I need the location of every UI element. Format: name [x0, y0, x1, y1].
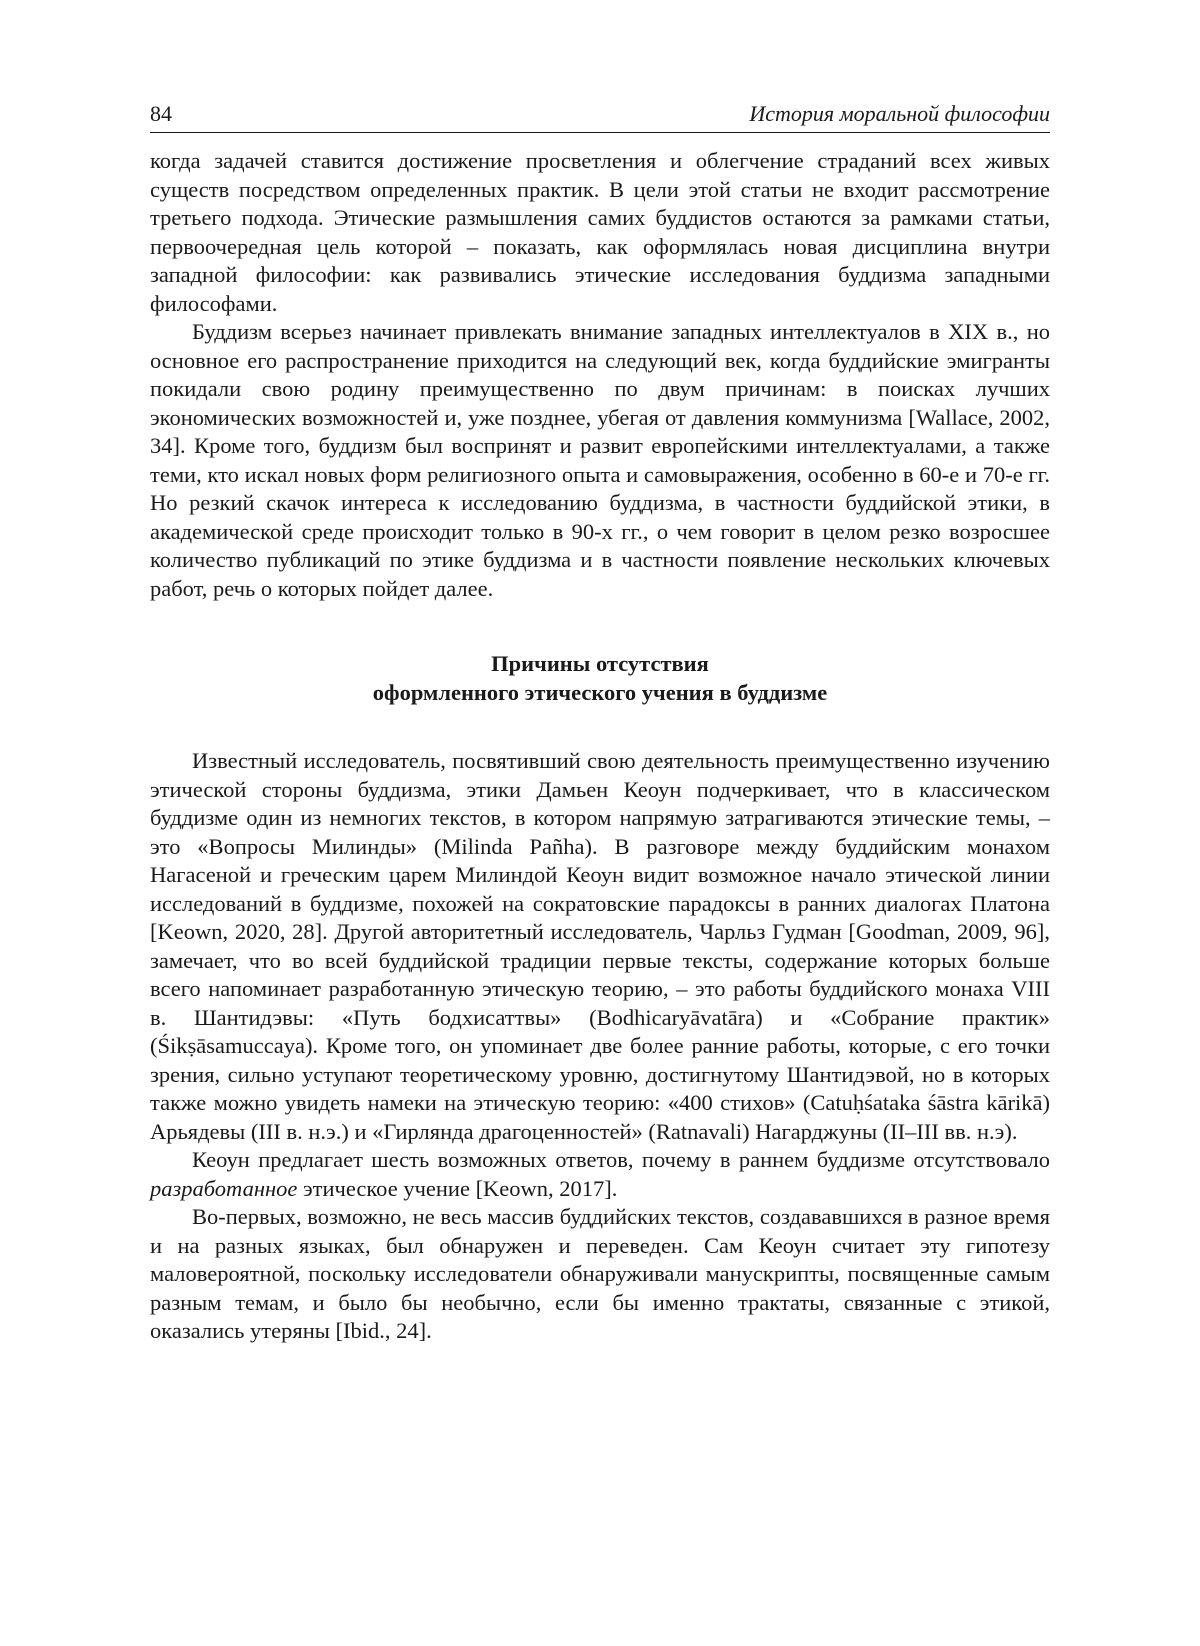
section-heading-line2: оформленного этического учения в буддизме	[372, 680, 828, 705]
section-heading	[150, 649, 1050, 707]
paragraph-six-answers-text: Кеоун предлагает шесть возможных ответов, почему в раннем буддизме отсутствовало	[192, 1147, 1050, 1172]
book-page	[150, 100, 1050, 1346]
paragraph-six-answers	[150, 1146, 1050, 1203]
running-head	[150, 100, 1050, 133]
paragraph-keown-milinda: Известный исследователь, посвятивший свою деятельность преимущественно изучению этической стороны буддизма, этики Дамьен Кеоун подчеркивает, что в классическом буддизме один из немногих текстов, в котором напрямую затрагиваются этические темы, – это «Вопросы Милинды» (Milinda Pañha). В разговоре между буддийским монахом Нагасеной и греческим царем Милиндой Кеоун видит возможное начало этической линии исследований в буддизме, похожей на сократовские парадоксы в ранних диалогах Платона [Keown, 2020, 28]. Другой авторитетный исследователь, Чарльз Гудман [Goodman, 2009, 96], замечает, что во всей буддийской традиции первые тексты, содержание которых больше всего напоминает разработанную этическую теорию, – это работы буддийского монаха VIII в. Шантидэвы: «Путь бодхисаттвы» (Bodhicaryāvatāra) и «Собрание практик» (Śikṣāsamuccaya). Кроме того, он упоминает две более ранние работы, которые, с его точки зрения, сильно уступают теоретическому уровню, достигнутому Шантидэвой, но в которых также можно увидеть намеки на этическую теорию: «400 стихов» (Catuḥśataka śāstra kārikā) Арьядевы (III в. н.э.) и «Гирлянда драгоценностей» (Ratnavali) Нагарджуны (II–III вв. н.э).	[150, 748, 1050, 1144]
paragraph-six-answers-tail: этическое учение [Keown, 2017].	[297, 1175, 618, 1201]
paragraph-first-reason: Во-первых, возможно, не весь массив буддийских текстов, создававшихся в разное время и на разных языках, был обнаружен и переведен. Сам Кеоун считает эту гипотезу маловероятной, поскольку исследователи обнаруживали манускрипты, посвященные самым разным темам, и было бы необычно, если бы именно трактаты, связанные с этикой, оказались утеряны [Ibid., 24].	[150, 1204, 1050, 1343]
page-number: 84	[150, 101, 172, 126]
section-heading-line1: Причины отсутствия	[491, 651, 709, 676]
body-text	[150, 147, 1050, 1346]
paragraph-buddhism-west: Буддизм всерьез начинает привлекать внимание западных интеллектуалов в XIX в., но основное его распространение приходится на следующий век, когда буддийские эмигранты покидали свою родину преимущественно по двум причинам: в поисках лучших экономических возможностей и, уже позднее, убегая от давления коммунизма [Wallace, 2002, 34]. Кроме того, буддизм был воспринят и развит европейскими интеллектуалами, а также теми, кто искал новых форм религиозного опыта и самовыражения, особенно в 60-е и 70-е гг. Но резкий скачок интереса к исследованию буддизма, в частности буддийской этики, в академической среде происходит только в 90-х гг., о чем говорит в целом резко возросшее количество публикаций по этике буддизма и в частности появление нескольких ключевых работ, речь о которых пойдет далее.	[150, 319, 1050, 601]
paragraph-continuation: когда задачей ставится достижение просветления и облегчение страданий всех живых существ посредством определенных практик. В цели этой статьи не входит рассмотрение третьего подхода. Этические размышления самих буддистов остаются за рамками статьи, первоочередная цель которой – показать, как оформлялась новая дисциплина внутри западной философии: как развивались этические исследования буддизма западными философами.	[150, 148, 1050, 316]
running-title: История моральной философии	[749, 101, 1050, 126]
emphasis-developed: разработанное	[150, 1175, 298, 1201]
